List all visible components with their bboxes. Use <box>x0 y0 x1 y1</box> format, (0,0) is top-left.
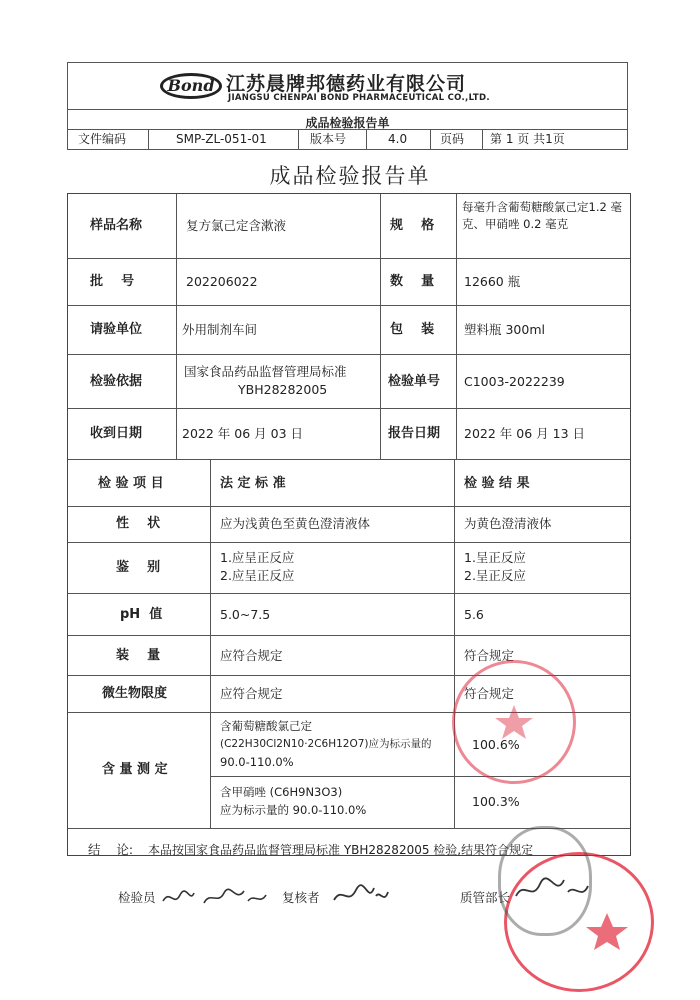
conclusion-text: 本品按国家食品药品监督管理局标准 YBH28282005 检验,结果符合规定 <box>148 843 534 857</box>
basis-label: 检验依据 <box>90 374 143 389</box>
ph-result: 5.6 <box>464 607 484 622</box>
conclusion-label: 结 论: <box>88 842 134 857</box>
company-name-cn: 江苏晨牌邦德药业有限公司 <box>226 73 467 95</box>
ph-standard: 5.0~7.5 <box>220 607 271 622</box>
assay2-line1: 含甲硝唑 (C6H9N3O3) <box>220 785 343 799</box>
identification-standard-1: 1.应呈正反应 <box>220 550 295 565</box>
identification-standard-2: 2.应呈正反应 <box>220 568 295 583</box>
assay1-line3: 90.0-110.0% <box>220 755 294 769</box>
identification-result-2: 2.呈正反应 <box>464 568 526 583</box>
assay2-result: 100.3% <box>472 794 520 809</box>
col-item-header: 检 验 项 目 <box>98 476 164 491</box>
report-date: 2022 年 06 月 13 日 <box>464 426 585 441</box>
version-label: 版本号 <box>310 132 347 146</box>
assay1-line2: (C22H30Cl2N10·2C6H12O7)应为标示量的 <box>220 738 432 750</box>
appearance-result: 为黄色澄清液体 <box>464 516 552 531</box>
packaging-label: 包 装 <box>390 322 435 337</box>
fill-volume-standard: 应符合规定 <box>220 648 283 663</box>
page-value: 第 1 页 共1页 <box>490 132 565 146</box>
report-date-label: 报告日期 <box>388 426 441 441</box>
assay1-line1: 含葡萄糖酸氯己定 <box>220 719 312 733</box>
reviewer-label: 复核者 <box>282 890 320 905</box>
received-date: 2022 年 06 月 03 日 <box>182 426 303 441</box>
company-name-en: JIANGSU CHENPAI BOND PHARMACEUTICAL CO.,LTD. <box>228 93 490 103</box>
quantity-label: 数 量 <box>390 274 435 289</box>
batch-no: 202206022 <box>186 274 258 289</box>
fill-volume-item: 装 量 <box>116 648 161 663</box>
spec-value: 每毫升含葡萄糖酸氯己定1.2 毫克、甲硝唑 0.2 毫克 <box>462 200 622 231</box>
inspector-signature <box>160 883 270 915</box>
col-result-header: 检 验 结 果 <box>464 476 530 491</box>
microbial-item: 微生物限度 <box>102 686 168 701</box>
dept-value: 外用制剂车间 <box>182 322 258 337</box>
basis-line1: 国家食品药品监督管理局标准 <box>184 364 347 379</box>
company-banner <box>68 63 627 113</box>
spec-label: 规 格 <box>390 218 435 233</box>
packaging-value: 塑料瓶 300ml <box>464 322 545 337</box>
inspector-label: 检验员 <box>118 890 156 905</box>
qa-label: 质管部长 <box>460 890 511 905</box>
identification-item: 鉴 别 <box>116 560 161 575</box>
company-logo: Bond <box>160 73 222 99</box>
sample-name: 复方氯己定含漱液 <box>186 218 287 233</box>
identification-result-1: 1.呈正反应 <box>464 550 526 565</box>
microbial-result: 符合规定 <box>464 686 515 701</box>
reviewer-signature <box>330 880 390 914</box>
doc-no-label: 文件编码 <box>78 132 127 146</box>
doc-no: SMP-ZL-051-01 <box>176 132 267 146</box>
quantity-value: 12660 瓶 <box>464 274 521 289</box>
basis-line2: YBH28282005 <box>238 382 328 397</box>
assay1-result: 100.6% <box>472 737 520 752</box>
col-standard-header: 法 定 标 准 <box>220 476 286 491</box>
qa-department-stamp <box>452 660 576 784</box>
assay2-line2: 应为标示量的 90.0-110.0% <box>220 803 367 817</box>
assay-item: 含 量 测 定 <box>102 762 168 777</box>
appearance-standard: 应为浅黄色至黄色澄清液体 <box>220 516 371 531</box>
appearance-item: 性 状 <box>116 516 161 531</box>
microbial-standard: 应符合规定 <box>220 686 283 701</box>
received-date-label: 收到日期 <box>90 426 143 441</box>
dept-label: 请验单位 <box>90 322 143 337</box>
document-header <box>67 62 628 150</box>
approval-stamp <box>498 826 592 936</box>
sample-name-label: 样品名称 <box>90 218 143 233</box>
version-value: 4.0 <box>388 132 408 146</box>
report-no: C1003-2022239 <box>464 374 565 389</box>
form-title: 成品检验报告单 <box>305 116 390 130</box>
report-no-label: 检验单号 <box>388 374 441 389</box>
page-title: 成品检验报告单 <box>269 164 431 188</box>
ph-item: pH 值 <box>120 607 163 622</box>
batch-label: 批 号 <box>90 274 135 289</box>
page-label: 页码 <box>440 132 465 146</box>
fill-volume-result: 符合规定 <box>464 648 515 663</box>
